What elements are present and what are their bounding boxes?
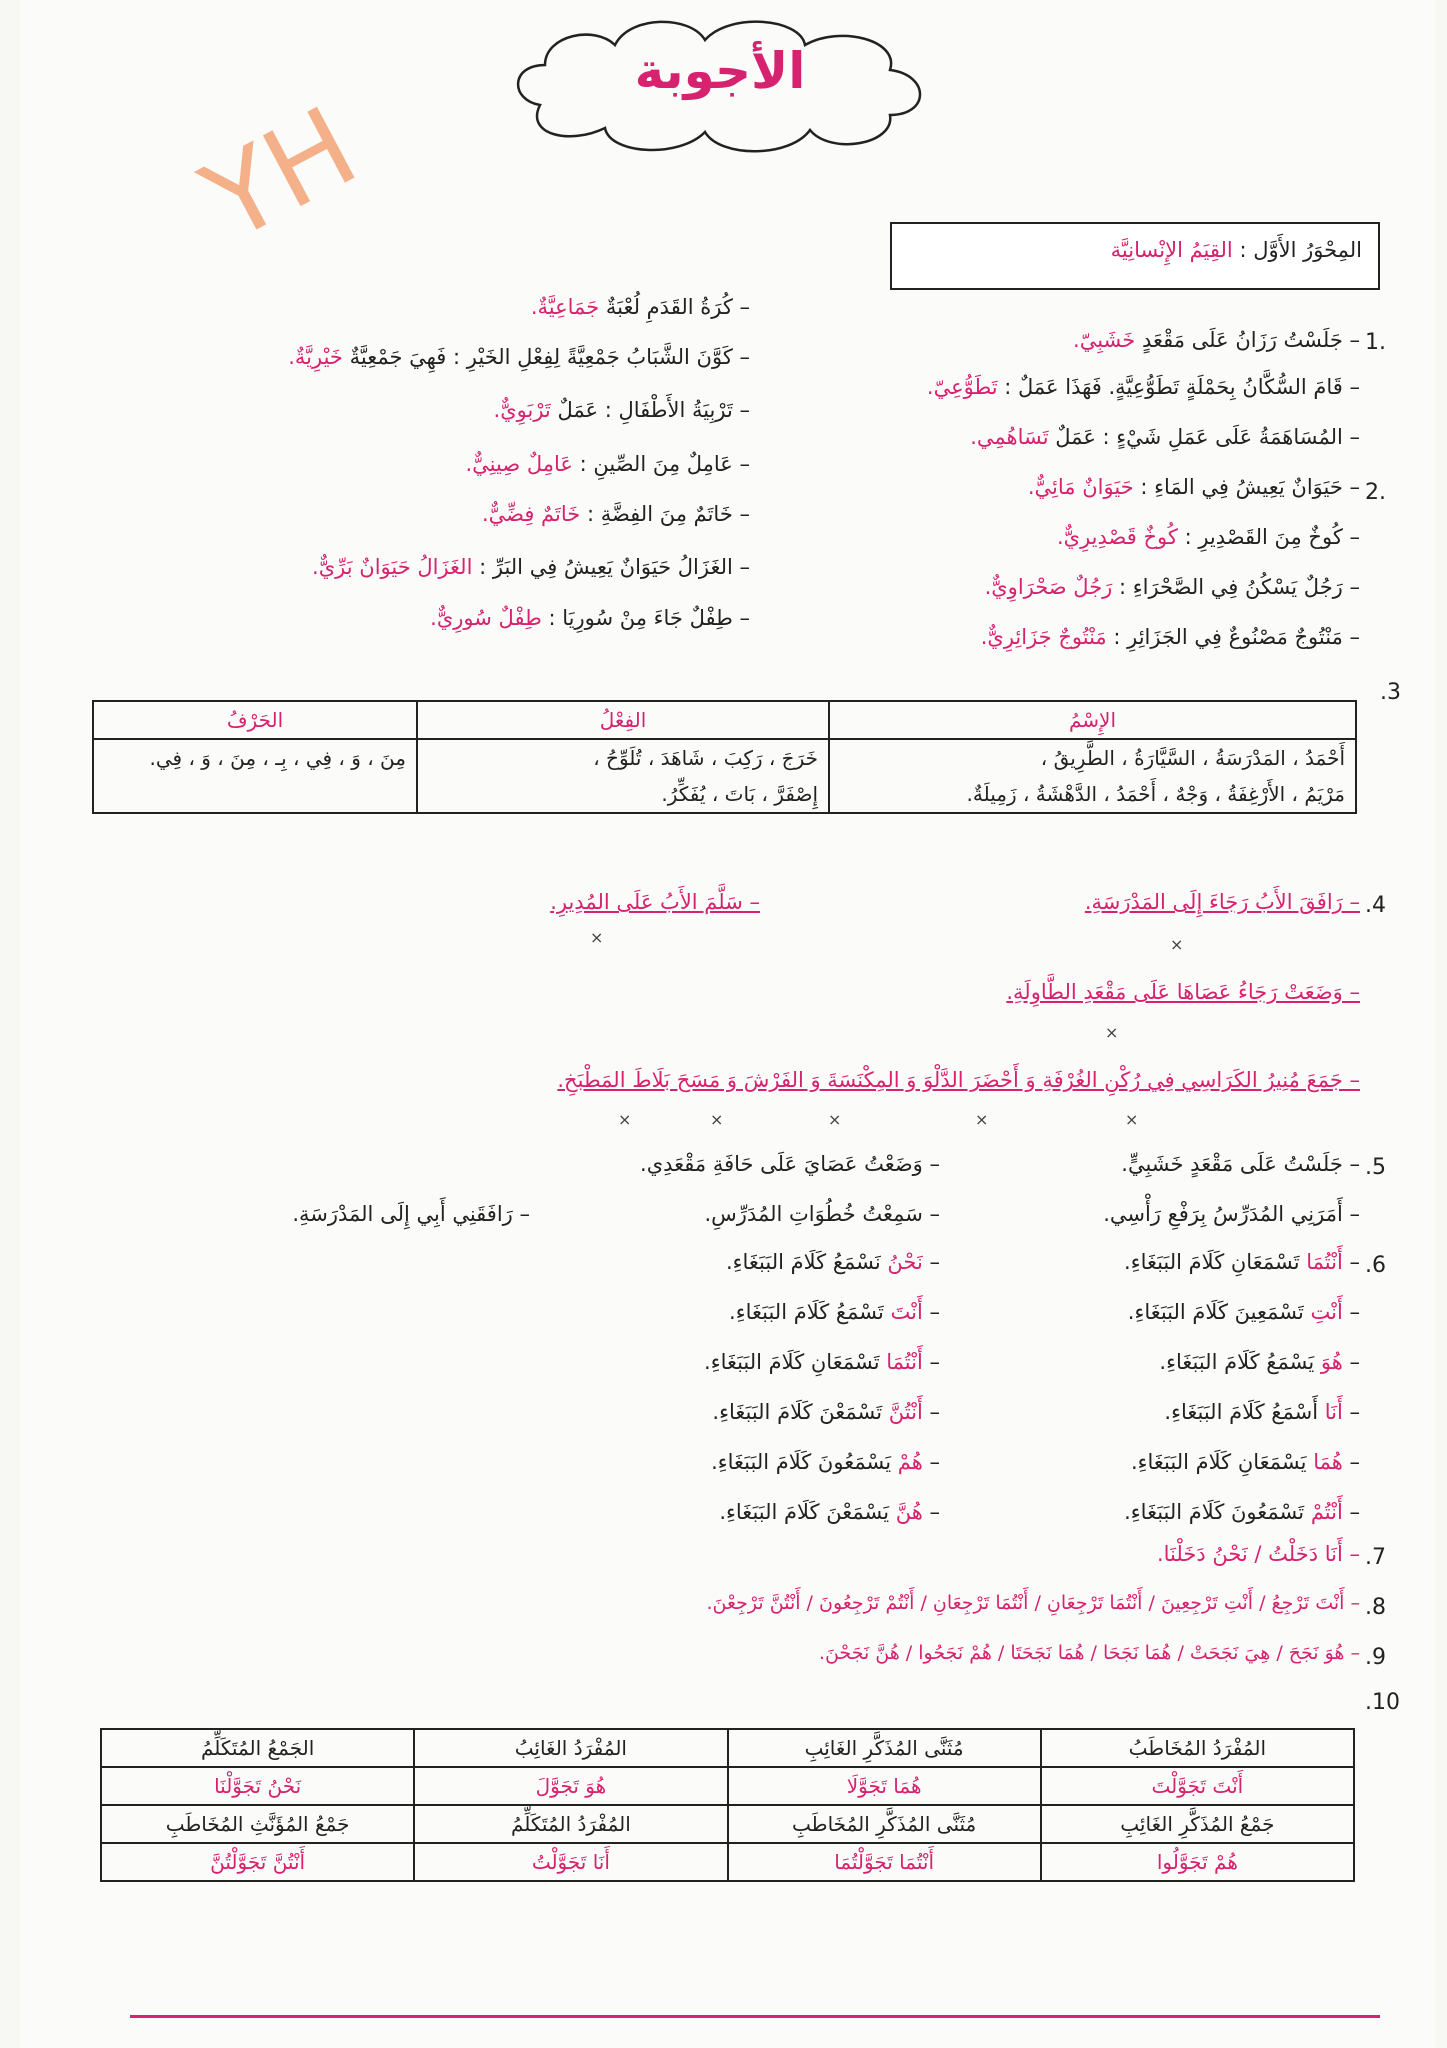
axis-label: المِحْوَرُ الأَوَّل : (1239, 238, 1362, 262)
page-title: الأجوبة (634, 42, 806, 100)
cross-mark: × (1170, 935, 1184, 954)
q10-cell: أَنْتُمَا تَجَوَّلْتُمَا (728, 1843, 1041, 1881)
q5-number: .5 (1365, 1155, 1386, 1180)
q4-line-2: – وَضَعَتْ رَجَاءُ عَصَاهَا عَلَى مَقْعَدِ الطَّاوِلَةِ. (1006, 980, 1360, 1004)
q10-cell: نَحْنُ تَجَوَّلْنَا (101, 1767, 414, 1805)
q10-cell: الجَمْعُ المُتَكَلِّمُ (101, 1729, 414, 1767)
q6-right-3: – هُوَ يَسْمَعُ كَلَامَ البَبَغَاءِ. (1159, 1350, 1360, 1374)
q3-cell: مَرْيَمُ ، الأَرْغِفَةُ ، وَجْهٌ ، أَحْمَدُ ، الدَّهْشَةُ ، زَمِيلَةٌ. (829, 776, 1356, 813)
q5-line-2: – وَضَعْتُ عَصَايَ عَلَى حَافَةِ مَقْعَدِي. (640, 1152, 940, 1176)
q6-left-3: – أَنْتُمَا تَسْمَعَانِ كَلَامَ البَبَغَاءِ. (704, 1350, 940, 1374)
q3-cell: خَرَجَ ، رَكِبَ ، شَاهَدَ ، تُلَوِّحُ ، (417, 739, 829, 776)
q10-cell: مُثَنَّى المُذَكَّرِ المُخَاطَبِ (728, 1805, 1041, 1843)
left-line-1: – كُرَةُ القَدَمِ لُعْبَةٌ جَمَاعِيَّةٌ. (530, 295, 750, 319)
cross-mark: × (1105, 1023, 1119, 1042)
q5-line-4: – سَمِعْتُ خُطُوَاتِ المُدَرِّسِ. (704, 1202, 940, 1226)
q5-line-1: – جَلَسْتُ عَلَى مَقْعَدٍ خَشَبِيٍّ. (1121, 1152, 1360, 1176)
q10-cell: هُوَ تَجَوَّلَ (414, 1767, 727, 1805)
q6-right-4: – أَنَا أَسْمَعُ كَلَامَ البَبَغَاءِ. (1164, 1400, 1360, 1424)
q3-cell: مِنَ ، وَ ، فِي ، بِـ ، مِنَ ، وَ ، فِي. (93, 739, 417, 776)
q2-line-4: – مَنْتُوجٌ مَصْنُوعٌ فِي الجَزَائِرِ : مَنْتُوجٌ جَزَائِرِيٌّ. (980, 625, 1360, 649)
q10-cell: مُثَنَّى المُذَكَّرِ الغَائِبِ (728, 1729, 1041, 1767)
cross-mark: × (1125, 1110, 1139, 1129)
q2-line-1: – حَيَوَانٌ يَعِيشُ فِي المَاءِ : حَيَوَانٌ مَائِيٌّ. (1027, 475, 1360, 499)
q10-cell: هُمْ تَجَوَّلُوا (1041, 1843, 1354, 1881)
left-line-6: – الغَزَالُ حَيَوَانٌ يَعِيشُ فِي البَرِّ : الغَزَالُ حَيَوَانٌ بَرِّيٌّ. (312, 555, 750, 579)
q10-cell: المُفْرَدُ المُخَاطَبُ (1041, 1729, 1354, 1767)
q8-answer: – أَنْتَ تَرْجِعُ / أَنْتِ تَرْجِعِينَ / أَنْتُمَا تَرْجِعَانِ / أَنْتُمَا تَرْجِعَانِ / أَنْتُمْ تَرْجِعُونَ / أَنْتُنَّ تَرْجِعْنَ. (706, 1592, 1360, 1614)
q6-left-6: – هُنَّ يَسْمَعْنَ كَلَامَ البَبَغَاءِ. (719, 1500, 940, 1524)
q6-left-5: – هُمْ يَسْمَعُونَ كَلَامَ البَبَغَاءِ. (711, 1450, 940, 1474)
axis-heading (890, 222, 1380, 290)
q2-number: 2. (1365, 480, 1386, 505)
cross-mark: × (710, 1110, 724, 1129)
q2-line-2: – كُوخٌ مِنَ القَصْدِيرِ : كُوخٌ قَصْدِيرِيٌّ. (1056, 525, 1360, 549)
left-line-5: – خَاتَمٌ مِنَ الفِضَّةِ : خَاتَمٌ فِضِّيٌّ. (481, 502, 750, 526)
q3-cell: إِصْفَرَّ ، بَاتَ ، يُفَكِّرُ. (417, 776, 829, 813)
q2-line-3: – رَجُلٌ يَسْكُنُ فِي الصَّحْرَاءِ : رَجُلٌ صَحْرَاوِيٌّ. (984, 575, 1360, 599)
q6-right-6: – أَنْتُمْ تَسْمَعُونَ كَلَامَ البَبَغَاءِ. (1124, 1500, 1360, 1524)
cross-mark: × (828, 1110, 842, 1129)
q3-header-verb: الفِعْلُ (417, 701, 829, 739)
q10-cell: هُمَا تَجَوَّلَا (728, 1767, 1041, 1805)
q1-line-3: – المُسَاهَمَةُ عَلَى عَمَلِ شَيْءٍ : عَمَلٌ تَسَاهُمِي. (970, 425, 1360, 449)
q10-cell: المُفْرَدُ الغَائِبُ (414, 1729, 727, 1767)
watermark: YH (183, 82, 377, 266)
q3-number: .3 (1380, 680, 1401, 705)
q7-number: .7 (1365, 1545, 1386, 1570)
left-line-2: – كَوَّنَ الشَّبَابُ جَمْعِيَّةً لِفِعْلِ الخَيْرِ : فَهِيَ جَمْعِيَّةٌ خَيْرِيَّةٌ. (288, 345, 750, 369)
q10-cell: أَنَا تَجَوَّلْتُ (414, 1843, 727, 1881)
q10-number: .10 (1365, 1690, 1400, 1715)
q3-table (92, 700, 1357, 814)
q3-header-particle: الحَرْفُ (93, 701, 417, 739)
cross-mark: × (618, 1110, 632, 1129)
left-line-3: – تَرْبِيَةُ الأَطْفَالِ : عَمَلٌ تَرْبَوِيٌّ. (493, 398, 750, 422)
q10-cell: جَمْعُ المُذَكَّرِ الغَائِبِ (1041, 1805, 1354, 1843)
q6-left-1: – نَحْنُ نَسْمَعُ كَلَامَ البَبَغَاءِ. (725, 1250, 940, 1274)
cross-mark: × (975, 1110, 989, 1129)
q10-cell: المُفْرَدُ المُتَكَلِّمُ (414, 1805, 727, 1843)
q7-answer: – أَنَا دَخَلْتُ / نَحْنُ دَخَلْنَا. (1156, 1542, 1360, 1566)
q6-left-2: – أَنْتَ تَسْمَعُ كَلَامَ البَبَغَاءِ. (729, 1300, 940, 1324)
bottom-divider (130, 2015, 1380, 2018)
cross-mark: × (590, 928, 604, 947)
answer-page (20, 0, 1435, 2048)
q3-cell: أَحْمَدُ ، المَدْرَسَةُ ، السَّيَّارَةُ ، الطَّرِيقُ ، (829, 739, 1356, 776)
q10-cell: أَنْتُنَّ تَجَوَّلْتُنَّ (101, 1843, 414, 1881)
q1-number: 1. (1365, 330, 1386, 355)
q1-line-1: – جَلَسْتُ رَزَانُ عَلَى مَقْعَدٍ خَشَبِيّ. (1073, 328, 1360, 352)
axis-value: القِيَمُ الإِنْسانِيَّة (1110, 238, 1233, 262)
q9-answer: – هُوَ نَجَحَ / هِيَ نَجَحَتْ / هُمَا نَجَحَا / هُمَا نَجَحَتَا / هُمْ نَجَحُوا / هُنَّ نَجَحْنَ. (818, 1642, 1360, 1664)
q3-header-noun: الإِسْمُ (829, 701, 1356, 739)
q10-table (100, 1728, 1355, 1882)
q6-right-2: – أَنْتِ تَسْمَعِينَ كَلَامَ البَبَغَاءِ. (1127, 1300, 1360, 1324)
q10-cell: أَنْتَ تَجَوَّلْتَ (1041, 1767, 1354, 1805)
q6-right-5: – هُمَا يَسْمَعَانِ كَلَامَ البَبَغَاءِ. (1130, 1450, 1360, 1474)
left-line-4: – عَامِلٌ مِنَ الصِّينِ : عَامِلٌ صِينِيٌّ. (465, 452, 750, 476)
q5-line-5: – رَافَقَنِي أَبِي إِلَى المَدْرَسَةِ. (292, 1202, 530, 1226)
q9-number: .9 (1365, 1645, 1386, 1670)
left-line-7: – طِفْلٌ جَاءَ مِنْ سُورِيَا : طِفْلٌ سُورِيٌّ. (430, 606, 750, 630)
q6-left-4: – أَنْتُنَّ تَسْمَعْنَ كَلَامَ البَبَغَاءِ. (712, 1400, 940, 1424)
q6-number: .6 (1365, 1253, 1386, 1278)
q4-line-1: – رَافَقَ الأَبُ رَجَاءَ إِلَى المَدْرَسَةِ. (1084, 890, 1360, 914)
q10-cell: جَمْعُ المُؤَنَّثِ المُخَاطَبِ (101, 1805, 414, 1843)
q8-number: .8 (1365, 1595, 1386, 1620)
q4-number: .4 (1365, 893, 1386, 918)
q6-right-1: – أَنْتُمَا تَسْمَعَانِ كَلَامَ البَبَغَاءِ. (1124, 1250, 1360, 1274)
q4-line-3: – جَمَعَ مُنِيرُ الكَرَاسِي فِي رُكْنِ الغُرْفَةِ وَ أَحْضَرَ الدَّلْوَ وَ المِكْنَسَةَ وَ الفَرْشَ وَ مَسَحَ بَلَاطَ المَطْبَخِ. (557, 1068, 1360, 1092)
q3-cell (93, 776, 417, 813)
q5-line-3: – أَمَرَنِي المُدَرِّسُ بِرَفْعِ رَأْسِي. (1103, 1202, 1360, 1226)
q4-line-1b: – سَلَّمَ الأَبُ عَلَى المُدِيرِ. (550, 890, 760, 914)
q1-line-2: – قَامَ السُّكَّانُ بِحَمْلَةٍ تَطَوُّعِيَّةٍ. فَهَذَا عَمَلٌ : تَطَوُّعِيّ. (926, 375, 1360, 399)
